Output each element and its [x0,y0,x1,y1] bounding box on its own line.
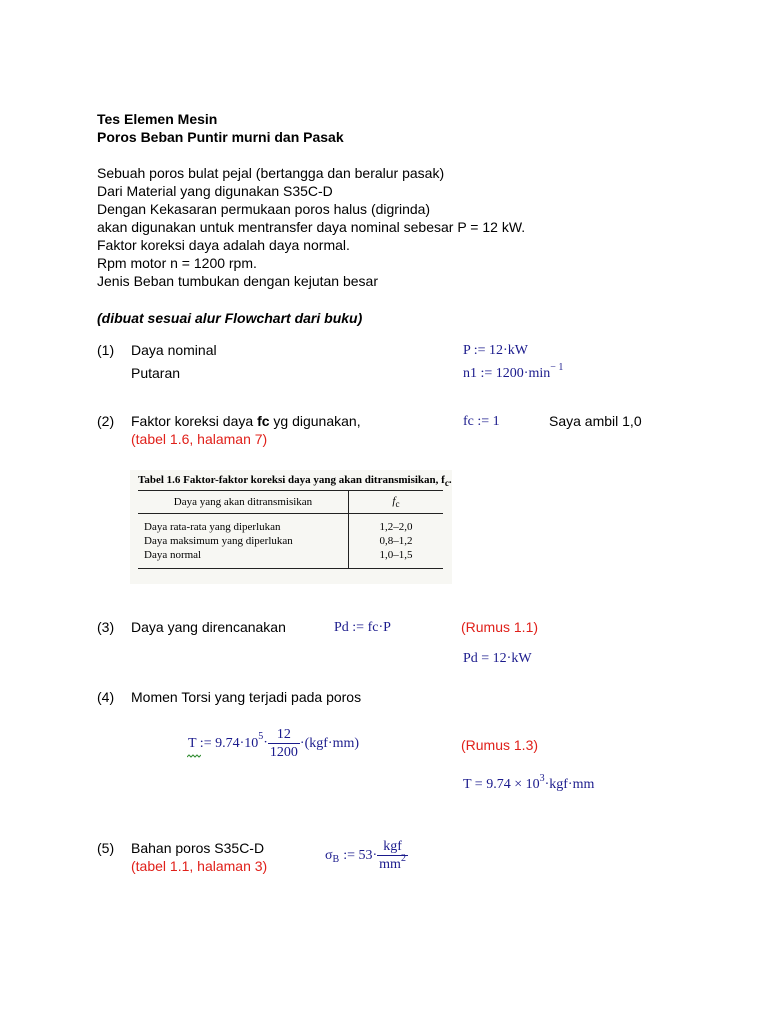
equation-rpm-base: n1 := 1200·min [463,366,551,381]
intro-line: Dengan Kekasaran permukaan poros halus (digrinda) [97,201,431,217]
intro-line: Dari Material yang digunakan S35C-D [97,183,333,199]
table-cell: Daya rata-rata yang diperlukan [144,520,281,533]
result-design-power: Pd = 12·kW [463,651,532,666]
formula-reference: (Rumus 1.1) [461,619,539,635]
equation-design-power: Pd := fc·P [334,620,391,635]
equation-tensile-strength: $\sigma_B$ := 53· $\frac{\text{kgf}}{mm^2}$ [325,839,406,872]
table-reference: (tabel 1.6, halaman 7) [131,431,268,447]
table-row [138,514,443,535]
fc-comment: Saya ambil 1,0 [549,413,642,429]
document-title: Tes Elemen Mesin [97,111,218,127]
equation-rpm-exponent: − 1 [550,362,564,373]
step-number: (4) [97,689,115,705]
step-label: Daya nominal [131,342,217,358]
step-number: (3) [97,619,115,635]
table-cell: 0,8–1,2 [349,534,444,548]
intro-line: Rpm motor n = 1200 rpm. [97,255,257,271]
step-label: Momen Torsi yang terjadi pada poros [131,689,362,705]
equation-rpm [463,362,564,383]
intro-line: Jenis Beban tumbukan dengan kejutan besar [97,273,378,289]
step-number: (2) [97,413,115,429]
equation-fc: fc := 1 [463,414,500,429]
correction-factor-table [138,490,443,569]
table-1-6-image [130,470,452,584]
table-header: $f_c$ [349,491,444,514]
step-number: (1) [97,342,115,358]
table-cell: 1,2–2,0 [349,514,444,535]
spellcheck-squiggle [187,754,201,759]
step-label: Bahan poros S35C-D [131,840,265,856]
step-label: Putaran [131,365,181,381]
step-label: Faktor koreksi daya fc yg digunakan, [131,413,361,429]
table-header: Daya yang akan ditransmisikan [138,491,349,514]
table-cell: Daya normal [138,548,349,569]
table-reference: (tabel 1.1, halaman 3) [131,858,268,874]
table-cell: 1,0–1,5 [349,548,444,569]
document-subtitle: Poros Beban Puntir murni dan Pasak [97,129,344,145]
table-cell: Daya maksimum yang diperlukan [144,534,293,547]
table-row [138,548,443,569]
equation-torque: T := $9.74\cdot 10^5\cdot$ $\frac{12}{1200}$ ·(kgf·mm) [188,727,360,760]
fc-term: fc [257,413,270,429]
step-number: (5) [97,840,115,856]
step-label: Daya yang direncanakan [131,619,286,635]
intro-line: Faktor koreksi daya adalah daya normal. [97,237,350,253]
table-row [138,534,443,548]
flowchart-note: (dibuat sesuai alur Flowchart dari buku) [97,310,363,326]
intro-line: Sebuah poros bulat pejal (bertangga dan beralur pasak) [97,165,445,181]
result-torque: $T = 9.74 \times 10^3\cdot kgf\cdot mm$ [463,773,595,792]
table-title: Tabel 1.6 Faktor-faktor koreksi daya yang akan ditransmisikan, $f_c$. [138,474,452,489]
equation-power: P := 12·kW [463,343,528,358]
intro-line: akan digunakan untuk mentransfer daya nominal sebesar P = 12 kW. [97,219,526,235]
formula-reference: (Rumus 1.3) [461,737,539,753]
